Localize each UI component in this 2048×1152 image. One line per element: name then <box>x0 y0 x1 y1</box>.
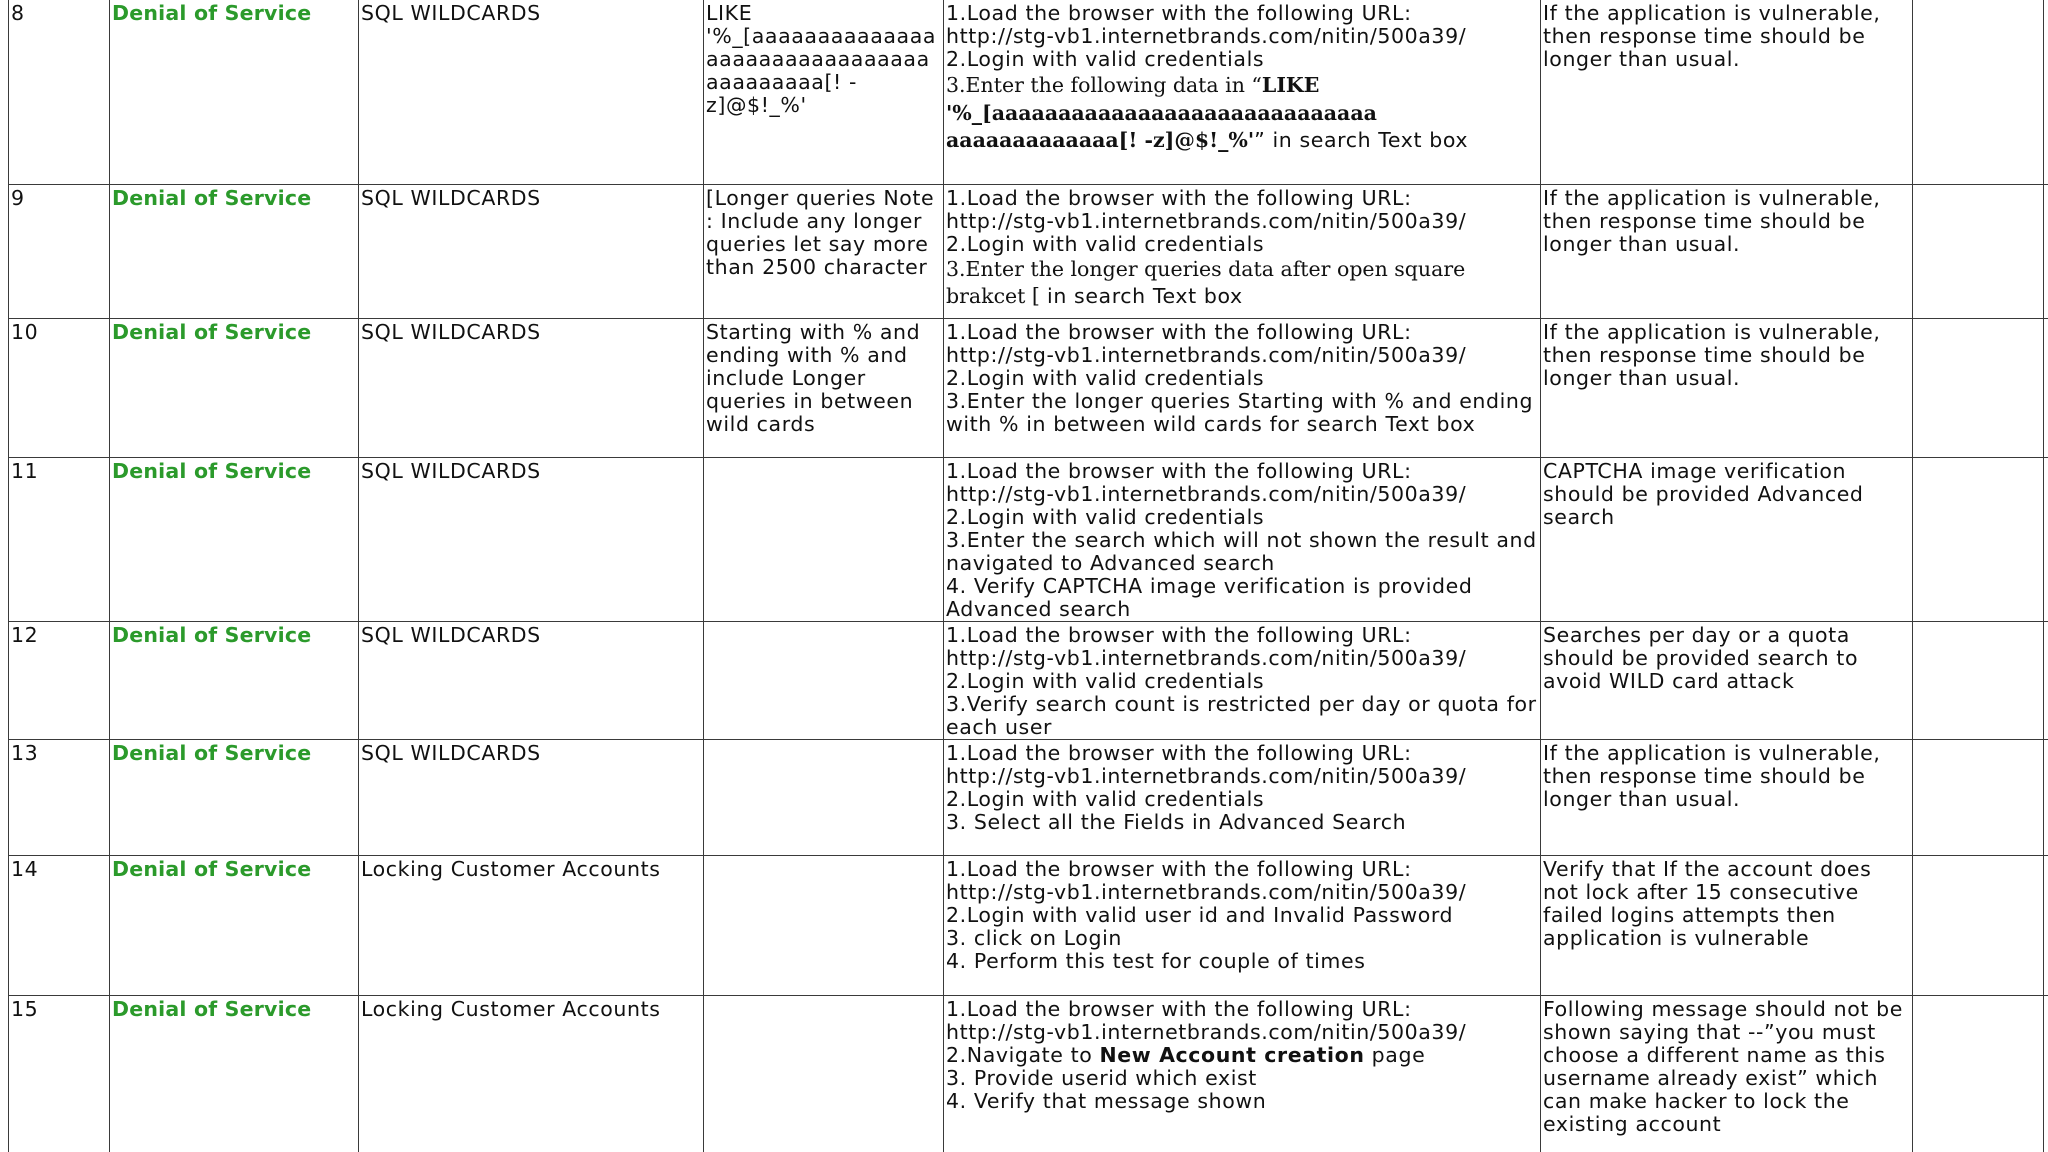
step-line: http://stg-vb1.internetbrands.com/nitin/500a39/ <box>946 645 1467 670</box>
step-line: 1.Load the browser with the following URL: <box>946 319 1412 344</box>
result-cell[interactable] <box>1913 184 2044 318</box>
step-line: 3.Verify search count is restricted per day or quota for each user <box>946 691 1537 739</box>
case-id-cell[interactable]: 10 <box>9 318 110 457</box>
attack-cell[interactable]: SQL WILDCARDS <box>359 739 704 855</box>
step-line: 3. click on Login <box>946 925 1122 950</box>
step-line: http://stg-vb1.internetbrands.com/nitin/500a39/ <box>946 1019 1467 1044</box>
expected-result-cell[interactable]: If the application is vulnerable, then response time should be longer than usual. <box>1541 318 1913 457</box>
category-cell[interactable] <box>110 739 359 855</box>
edge-cell <box>2044 457 2048 621</box>
case-id-cell[interactable]: 8 <box>9 0 110 184</box>
table-row <box>9 739 2048 855</box>
edge-cell <box>2044 621 2048 739</box>
category-cell[interactable] <box>110 318 359 457</box>
table-row <box>9 457 2048 621</box>
step-line: 2.Login with valid user id and Invalid Password <box>946 902 1454 927</box>
steps-cell[interactable] <box>944 0 1541 184</box>
steps-cell[interactable] <box>944 184 1541 318</box>
expected-result-cell[interactable]: CAPTCHA image verification should be provided Advanced search <box>1541 457 1913 621</box>
attack-cell[interactable]: Locking Customer Accounts <box>359 855 704 995</box>
result-cell[interactable] <box>1913 855 2044 995</box>
test-data-cell[interactable]: LIKE '%_[aaaaaaaaaaaaaaaaaaaaaaaaaaaaaaaaaaaaaaaa[! -z]@$!_%' <box>704 0 944 184</box>
edge-cell <box>2044 739 2048 855</box>
test-data-cell[interactable] <box>704 855 944 995</box>
category-label: Denial of Service <box>112 185 312 210</box>
case-id-cell[interactable]: 15 <box>9 995 110 1152</box>
case-id-cell[interactable]: 14 <box>9 855 110 995</box>
category-cell[interactable] <box>110 855 359 995</box>
result-cell[interactable] <box>1913 457 2044 621</box>
step-line: 3. Select all the Fields in Advanced Search <box>946 809 1407 834</box>
case-id-cell[interactable]: 11 <box>9 457 110 621</box>
case-id-cell[interactable]: 12 <box>9 621 110 739</box>
steps-cell[interactable] <box>944 995 1541 1152</box>
step-line: http://stg-vb1.internetbrands.com/nitin/500a39/ <box>946 481 1467 506</box>
step-line: 2.Login with valid credentials <box>946 47 1265 71</box>
category-cell[interactable] <box>110 457 359 621</box>
result-cell[interactable] <box>1913 739 2044 855</box>
step-line: 2.Login with valid credentials <box>946 365 1265 390</box>
edge-cell <box>2044 0 2048 184</box>
test-data-cell[interactable] <box>704 621 944 739</box>
attack-cell[interactable]: Locking Customer Accounts <box>359 995 704 1152</box>
steps-cell[interactable] <box>944 739 1541 855</box>
category-label: Denial of Service <box>112 740 312 765</box>
attack-cell[interactable]: SQL WILDCARDS <box>359 318 704 457</box>
edge-cell <box>2044 855 2048 995</box>
test-data-cell[interactable] <box>704 457 944 621</box>
category-label: Denial of Service <box>112 856 312 881</box>
step-line: '%_[aaaaaaaaaaaaaaaaaaaaaaaaaaaaa <box>946 101 1377 125</box>
step-line: 3. Provide userid which exist <box>946 1065 1257 1090</box>
table-row <box>9 184 2048 318</box>
steps-cell[interactable] <box>944 318 1541 457</box>
table-row <box>9 0 2048 184</box>
steps-cell[interactable] <box>944 621 1541 739</box>
expected-result-cell[interactable]: Searches per day or a quota should be provided search to avoid WILD card attack <box>1541 621 1913 739</box>
step-line: 3.Enter the following data in “LIKE <box>946 73 1320 97</box>
table-row <box>9 995 2048 1152</box>
step-line: 4. Verify CAPTCHA image verification is provided Advanced search <box>946 573 1473 621</box>
step-line: 2.Login with valid credentials <box>946 504 1265 529</box>
expected-result-cell[interactable]: If the application is vulnerable, then response time should be longer than usual. <box>1541 0 1913 184</box>
result-cell[interactable] <box>1913 995 2044 1152</box>
step-line: aaaaaaaaaaaaa[! -z]@$!_%'” in search Text box <box>946 128 1469 152</box>
step-line: http://stg-vb1.internetbrands.com/nitin/500a39/ <box>946 342 1467 367</box>
case-id-cell[interactable]: 13 <box>9 739 110 855</box>
step-line: 4. Verify that message shown <box>946 1088 1267 1113</box>
category-label: Denial of Service <box>112 1 312 25</box>
steps-cell[interactable] <box>944 855 1541 995</box>
step-line: 1.Load the browser with the following URL: <box>946 458 1412 483</box>
step-line: 1.Load the browser with the following URL: <box>946 856 1412 881</box>
step-line: 1.Load the browser with the following URL: <box>946 740 1412 765</box>
step-line: http://stg-vb1.internetbrands.com/nitin/500a39/ <box>946 879 1467 904</box>
step-line: 2.Navigate to New Account creation page <box>946 1042 1426 1067</box>
expected-result-cell[interactable]: Following message should not be shown saying that --”you must choose a different name as this username already exist” which can make hacker to lock the existing account <box>1541 995 1913 1152</box>
table-row <box>9 621 2048 739</box>
step-line: 3.Enter the search which will not shown the result and navigated to Advanced search <box>946 527 1537 575</box>
test-data-cell[interactable] <box>704 995 944 1152</box>
step-line: 4. Perform this test for couple of times <box>946 948 1366 973</box>
expected-result-cell[interactable]: If the application is vulnerable, then response time should be longer than usual. <box>1541 739 1913 855</box>
result-cell[interactable] <box>1913 0 2044 184</box>
step-line: 1.Load the browser with the following URL: <box>946 996 1412 1021</box>
attack-cell[interactable]: SQL WILDCARDS <box>359 457 704 621</box>
steps-cell[interactable] <box>944 457 1541 621</box>
step-line: 2.Login with valid credentials <box>946 231 1265 256</box>
step-line: http://stg-vb1.internetbrands.com/nitin/500a39/ <box>946 763 1467 788</box>
test-data-cell[interactable]: Starting with % and ending with % and include Longer queries in between wild cards <box>704 318 944 457</box>
edge-cell <box>2044 995 2048 1152</box>
spreadsheet <box>8 0 2048 1152</box>
expected-result-cell[interactable]: Verify that If the account does not lock after 15 consecutive failed logins attempts then application is vulnerable <box>1541 855 1913 995</box>
edge-cell <box>2044 318 2048 457</box>
result-cell[interactable] <box>1913 318 2044 457</box>
category-label: Denial of Service <box>112 458 312 483</box>
category-label: Denial of Service <box>112 319 312 344</box>
step-line: 1.Load the browser with the following URL: <box>946 1 1412 25</box>
category-cell[interactable] <box>110 621 359 739</box>
step-line: 3.Enter the longer queries data after open square brakcet [ in search Text box <box>946 256 1466 308</box>
step-line: 1.Load the browser with the following URL: <box>946 185 1412 210</box>
attack-cell[interactable]: SQL WILDCARDS <box>359 621 704 739</box>
result-cell[interactable] <box>1913 621 2044 739</box>
attack-cell[interactable]: SQL WILDCARDS <box>359 0 704 184</box>
case-id-cell[interactable]: 9 <box>9 184 110 318</box>
step-line: 3.Enter the longer queries Starting with % and ending with % in between wild cards for search Text box <box>946 388 1534 436</box>
category-cell[interactable] <box>110 0 359 184</box>
table-row <box>9 318 2048 457</box>
category-cell[interactable] <box>110 995 359 1152</box>
step-line: 1.Load the browser with the following URL: <box>946 622 1412 647</box>
table-row <box>9 855 2048 995</box>
step-line: http://stg-vb1.internetbrands.com/nitin/500a39/ <box>946 208 1467 233</box>
test-case-table <box>8 0 2048 1152</box>
edge-cell <box>2044 184 2048 318</box>
test-data-cell[interactable]: [Longer queries Note : Include any longer queries let say more than 2500 character <box>704 184 944 318</box>
attack-cell[interactable]: SQL WILDCARDS <box>359 184 704 318</box>
category-label: Denial of Service <box>112 996 312 1021</box>
category-cell[interactable] <box>110 184 359 318</box>
test-data-cell[interactable] <box>704 739 944 855</box>
step-line: http://stg-vb1.internetbrands.com/nitin/500a39/ <box>946 24 1467 48</box>
step-line: 2.Login with valid credentials <box>946 668 1265 693</box>
expected-result-cell[interactable]: If the application is vulnerable, then response time should be longer than usual. <box>1541 184 1913 318</box>
category-label: Denial of Service <box>112 622 312 647</box>
step-line: 2.Login with valid credentials <box>946 786 1265 811</box>
